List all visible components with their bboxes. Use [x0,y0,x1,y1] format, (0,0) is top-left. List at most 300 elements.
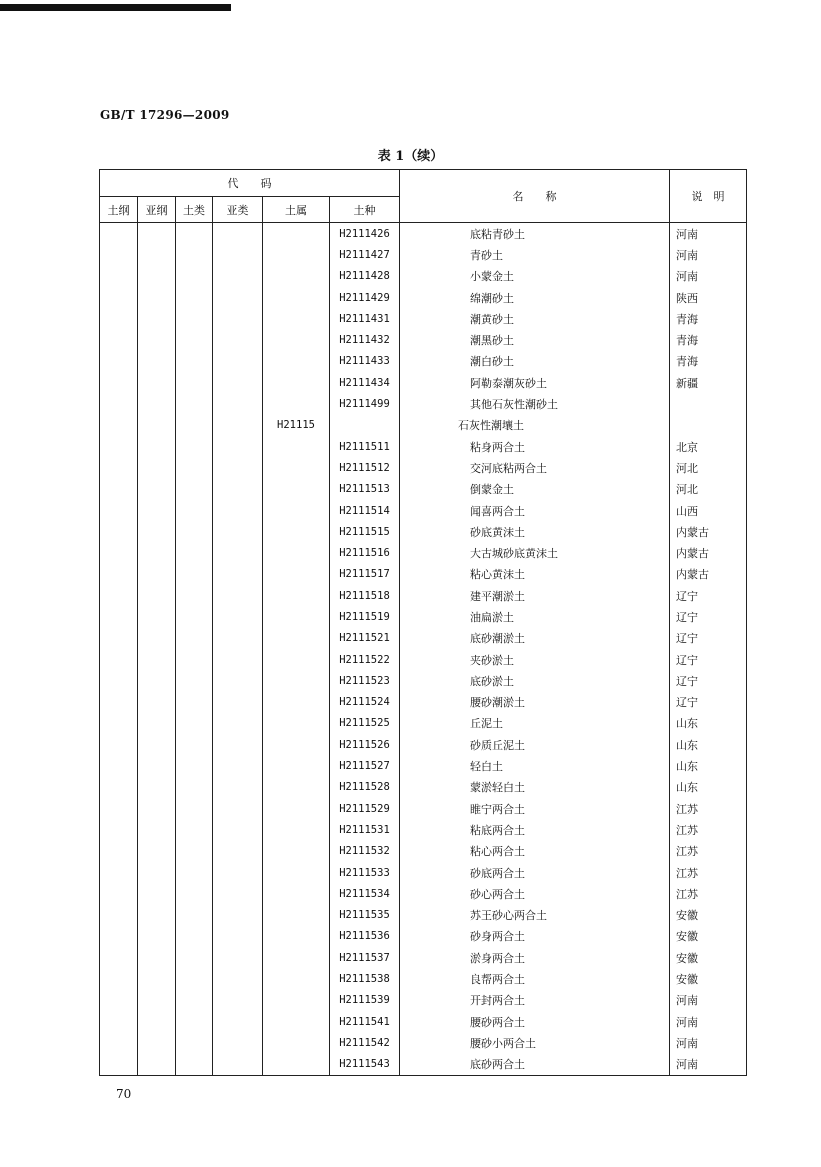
tuzhong-cell: H2111426 [330,223,400,245]
yalei-cell [213,223,263,245]
yalei-cell [213,905,263,926]
table-row [100,564,747,585]
region-note-cell: 江苏 [670,841,747,862]
tugang-cell [100,883,138,904]
tuzhong-cell: H2111513 [330,479,400,500]
yalei-cell [213,393,263,414]
tuzhong-cell: H2111523 [330,670,400,691]
tulei-cell [176,266,213,287]
tuzhong-cell: H2111528 [330,777,400,798]
soil-code-table [99,169,747,1076]
tugang-cell [100,351,138,372]
tugang-cell [100,585,138,606]
table-row [100,926,747,947]
soil-name-cell: 腰砂潮淤土 [400,692,670,713]
table-row [100,372,747,393]
tushu-cell [263,564,330,585]
soil-name-cell: 腰砂两合土 [400,1011,670,1032]
soil-name-cell: 夹砂淤土 [400,649,670,670]
tushu-cell [263,692,330,713]
table-row [100,287,747,308]
region-note-cell: 安徽 [670,947,747,968]
tuzhong-cell: H2111434 [330,372,400,393]
tulei-cell [176,670,213,691]
yalei-cell [213,926,263,947]
yagang-cell [138,542,176,563]
yagang-cell [138,266,176,287]
region-note-cell: 河南 [670,223,747,245]
tugang-cell [100,266,138,287]
soil-name-cell: 其他石灰性潮砂土 [400,393,670,414]
table-row [100,457,747,478]
soil-name-cell: 底砂淤土 [400,670,670,691]
tushu-cell [263,372,330,393]
yagang-cell [138,905,176,926]
tushu-cell [263,1011,330,1032]
tuzhong-cell: H2111433 [330,351,400,372]
tulei-cell [176,1032,213,1053]
page-number: 70 [116,1087,132,1101]
tugang-cell [100,457,138,478]
soil-name-cell: 蒙淤轻白土 [400,777,670,798]
region-note-cell [670,393,747,414]
yalei-cell [213,542,263,563]
tuzhong-cell: H2111534 [330,883,400,904]
soil-name-cell: 砂底黄沫土 [400,521,670,542]
yagang-cell [138,819,176,840]
tushu-cell [263,883,330,904]
yagang-cell [138,755,176,776]
tuzhong-cell: H2111541 [330,1011,400,1032]
yalei-cell [213,862,263,883]
region-note-cell: 辽宁 [670,649,747,670]
yagang-cell [138,479,176,500]
soil-name-cell: 淤身两合土 [400,947,670,968]
region-note-cell: 山东 [670,755,747,776]
yalei-cell [213,329,263,350]
tugang-cell [100,755,138,776]
tushu-cell [263,670,330,691]
soil-name-cell: 绵潮砂土 [400,287,670,308]
yalei-cell [213,883,263,904]
tushu-cell [263,457,330,478]
soil-name-cell: 腰砂小两合土 [400,1032,670,1053]
tulei-cell [176,755,213,776]
soil-name-cell: 青砂土 [400,244,670,265]
table-row [100,713,747,734]
soil-name-cell: 砂身两合土 [400,926,670,947]
tugang-cell [100,223,138,245]
soil-name-cell: 石灰性潮壤土 [400,415,670,436]
tushu-cell: H21115 [263,415,330,436]
table-row [100,1054,747,1076]
table-row [100,968,747,989]
yagang-cell [138,287,176,308]
table-row [100,819,747,840]
tuzhong-cell: H2111427 [330,244,400,265]
region-note-cell: 河南 [670,1032,747,1053]
tugang-cell [100,841,138,862]
soil-name-cell: 闻喜两合土 [400,500,670,521]
tushu-cell [263,287,330,308]
yalei-cell [213,436,263,457]
region-note-cell: 北京 [670,436,747,457]
yagang-cell [138,1011,176,1032]
table-row [100,393,747,414]
tugang-cell [100,926,138,947]
region-note-cell: 江苏 [670,819,747,840]
tulei-cell [176,585,213,606]
tuzhong-cell: H2111535 [330,905,400,926]
yagang-cell [138,926,176,947]
col-header-tuzhong: 土种 [330,197,400,223]
yalei-cell [213,628,263,649]
table-row [100,798,747,819]
tugang-cell [100,329,138,350]
tushu-cell [263,479,330,500]
yagang-cell [138,585,176,606]
tuzhong-cell: H2111511 [330,436,400,457]
tushu-cell [263,351,330,372]
table-row [100,841,747,862]
table-row [100,329,747,350]
soil-name-cell: 建平潮淤土 [400,585,670,606]
soil-name-cell: 底粘青砂土 [400,223,670,245]
yalei-cell [213,372,263,393]
yalei-cell [213,606,263,627]
table-row [100,692,747,713]
tushu-cell [263,542,330,563]
col-header-tugang: 土纲 [100,197,138,223]
yagang-cell [138,521,176,542]
region-note-cell: 江苏 [670,883,747,904]
soil-name-cell: 大古城砂底黄沫土 [400,542,670,563]
tugang-cell [100,393,138,414]
table-row [100,500,747,521]
yalei-cell [213,564,263,585]
yagang-cell [138,1054,176,1076]
tugang-cell [100,287,138,308]
table-row [100,947,747,968]
tushu-cell [263,223,330,245]
tushu-cell [263,926,330,947]
region-note-cell: 河南 [670,244,747,265]
tulei-cell [176,1054,213,1076]
tulei-cell [176,393,213,414]
tugang-cell [100,1011,138,1032]
tulei-cell [176,947,213,968]
tushu-cell [263,713,330,734]
yalei-cell [213,755,263,776]
tushu-cell [263,1032,330,1053]
yagang-cell [138,628,176,649]
yalei-cell [213,968,263,989]
tuzhong-cell: H2111522 [330,649,400,670]
tulei-cell [176,479,213,500]
table-row [100,479,747,500]
yalei-cell [213,287,263,308]
soil-name-cell: 砂质丘泥土 [400,734,670,755]
region-note-cell: 安徽 [670,926,747,947]
tugang-cell [100,436,138,457]
yalei-cell [213,1032,263,1053]
tulei-cell [176,436,213,457]
region-note-cell: 内蒙古 [670,542,747,563]
yagang-cell [138,692,176,713]
tugang-cell [100,649,138,670]
yalei-cell [213,692,263,713]
table-row [100,585,747,606]
table-row [100,266,747,287]
tugang-cell [100,372,138,393]
yagang-cell [138,862,176,883]
yagang-cell [138,649,176,670]
soil-name-cell: 潮白砂土 [400,351,670,372]
tuzhong-cell: H2111431 [330,308,400,329]
yagang-cell [138,713,176,734]
tugang-cell [100,819,138,840]
soil-name-cell: 轻白土 [400,755,670,776]
col-header-yagang: 亚纲 [138,197,176,223]
tulei-cell [176,500,213,521]
tuzhong-cell: H2111512 [330,457,400,478]
yagang-cell [138,436,176,457]
tushu-cell [263,393,330,414]
yalei-cell [213,1011,263,1032]
tulei-cell [176,649,213,670]
region-note-cell: 河北 [670,457,747,478]
tulei-cell [176,713,213,734]
tuzhong-cell: H2111526 [330,734,400,755]
tulei-cell [176,521,213,542]
tushu-cell [263,777,330,798]
tuzhong-cell: H2111517 [330,564,400,585]
table-row [100,606,747,627]
yagang-cell [138,500,176,521]
tugang-cell [100,244,138,265]
soil-name-cell: 苏王砂心两合土 [400,905,670,926]
tuzhong-cell: H2111516 [330,542,400,563]
table-row [100,1011,747,1032]
tulei-cell [176,777,213,798]
tugang-cell [100,990,138,1011]
tushu-cell [263,841,330,862]
soil-name-cell: 交河底粘两合土 [400,457,670,478]
yalei-cell [213,713,263,734]
region-note-cell: 辽宁 [670,606,747,627]
tuzhong-cell: H2111514 [330,500,400,521]
tuzhong-cell: H2111533 [330,862,400,883]
region-note-cell: 山东 [670,713,747,734]
tushu-cell [263,990,330,1011]
tushu-cell [263,968,330,989]
yalei-cell [213,947,263,968]
tugang-cell [100,905,138,926]
soil-name-cell: 粘心黄沫土 [400,564,670,585]
tuzhong-cell: H2111518 [330,585,400,606]
yalei-cell [213,1054,263,1076]
tulei-cell [176,457,213,478]
soil-name-cell: 潮黄砂土 [400,308,670,329]
region-note-cell: 河南 [670,266,747,287]
tugang-cell [100,628,138,649]
tugang-cell [100,947,138,968]
tushu-cell [263,308,330,329]
region-note-cell: 辽宁 [670,670,747,691]
tulei-cell [176,244,213,265]
tuzhong-cell: H2111538 [330,968,400,989]
yalei-cell [213,479,263,500]
soil-name-cell: 粘心两合土 [400,841,670,862]
tuzhong-cell: H2111428 [330,266,400,287]
tushu-cell [263,500,330,521]
yalei-cell [213,734,263,755]
tushu-cell [263,755,330,776]
tulei-cell [176,841,213,862]
table-row [100,862,747,883]
tulei-cell [176,329,213,350]
tuzhong-cell: H2111532 [330,841,400,862]
soil-name-cell: 倒蒙金土 [400,479,670,500]
soil-name-cell: 潮黑砂土 [400,329,670,350]
tugang-cell [100,606,138,627]
region-note-cell: 山东 [670,734,747,755]
yagang-cell [138,883,176,904]
tugang-cell [100,734,138,755]
yagang-cell [138,351,176,372]
yagang-cell [138,947,176,968]
region-note-cell: 辽宁 [670,585,747,606]
region-note-cell: 新疆 [670,372,747,393]
tuzhong-cell: H2111429 [330,287,400,308]
region-note-cell: 内蒙古 [670,564,747,585]
name-header: 名 称 [400,170,670,223]
tulei-cell [176,628,213,649]
yagang-cell [138,841,176,862]
tuzhong-cell: H2111519 [330,606,400,627]
yalei-cell [213,670,263,691]
table-row [100,223,747,245]
tulei-cell [176,819,213,840]
table-row [100,777,747,798]
tulei-cell [176,287,213,308]
yagang-cell [138,564,176,585]
yalei-cell [213,244,263,265]
tushu-cell [263,436,330,457]
table-row [100,734,747,755]
table-row [100,883,747,904]
yalei-cell [213,351,263,372]
tuzhong-cell: H2111432 [330,329,400,350]
tuzhong-cell: H2111529 [330,798,400,819]
yagang-cell [138,798,176,819]
yagang-cell [138,968,176,989]
yalei-cell [213,415,263,436]
note-header: 说 明 [670,170,747,223]
table-row [100,308,747,329]
soil-name-cell: 阿勒泰潮灰砂土 [400,372,670,393]
tulei-cell [176,905,213,926]
tuzhong-cell: H2111536 [330,926,400,947]
tulei-cell [176,542,213,563]
tulei-cell [176,862,213,883]
tuzhong-cell: H2111521 [330,628,400,649]
tushu-cell [263,585,330,606]
tushu-cell [263,244,330,265]
tuzhong-cell [330,415,400,436]
yagang-cell [138,329,176,350]
region-note-cell: 陕西 [670,287,747,308]
region-note-cell: 青海 [670,308,747,329]
region-note-cell: 青海 [670,351,747,372]
tushu-cell [263,798,330,819]
standard-code: GB/T 17296—2009 [100,108,230,122]
tulei-cell [176,308,213,329]
region-note-cell: 山西 [670,500,747,521]
region-note-cell: 江苏 [670,862,747,883]
tugang-cell [100,692,138,713]
soil-name-cell: 底砂两合土 [400,1054,670,1076]
region-note-cell: 青海 [670,329,747,350]
yagang-cell [138,734,176,755]
yalei-cell [213,521,263,542]
soil-name-cell: 粘底两合土 [400,819,670,840]
yalei-cell [213,841,263,862]
tugang-cell [100,521,138,542]
tuzhong-cell: H2111524 [330,692,400,713]
soil-name-cell: 良帮两合土 [400,968,670,989]
tushu-cell [263,947,330,968]
tugang-cell [100,798,138,819]
tulei-cell [176,1011,213,1032]
yagang-cell [138,457,176,478]
col-header-yalei: 亚类 [213,197,263,223]
table-row [100,521,747,542]
soil-name-cell: 粘身两合土 [400,436,670,457]
yalei-cell [213,500,263,521]
soil-name-cell: 砂底两合土 [400,862,670,883]
soil-name-cell: 砂心两合土 [400,883,670,904]
yagang-cell [138,223,176,245]
region-note-cell: 河南 [670,990,747,1011]
region-note-cell: 山东 [670,777,747,798]
tulei-cell [176,223,213,245]
yalei-cell [213,819,263,840]
yalei-cell [213,649,263,670]
tugang-cell [100,500,138,521]
tugang-cell [100,1032,138,1053]
region-note-cell: 河南 [670,1054,747,1076]
yagang-cell [138,393,176,414]
tulei-cell [176,692,213,713]
region-note-cell: 辽宁 [670,692,747,713]
tushu-cell [263,1054,330,1076]
table-row [100,670,747,691]
soil-name-cell: 小蒙金土 [400,266,670,287]
tulei-cell [176,734,213,755]
table-row [100,990,747,1011]
col-header-tushu: 土属 [263,197,330,223]
table-row [100,905,747,926]
yagang-cell [138,415,176,436]
yalei-cell [213,308,263,329]
tuzhong-cell: H2111537 [330,947,400,968]
tugang-cell [100,777,138,798]
soil-name-cell: 底砂潮淤土 [400,628,670,649]
yalei-cell [213,266,263,287]
region-note-cell: 河南 [670,1011,747,1032]
tushu-cell [263,628,330,649]
